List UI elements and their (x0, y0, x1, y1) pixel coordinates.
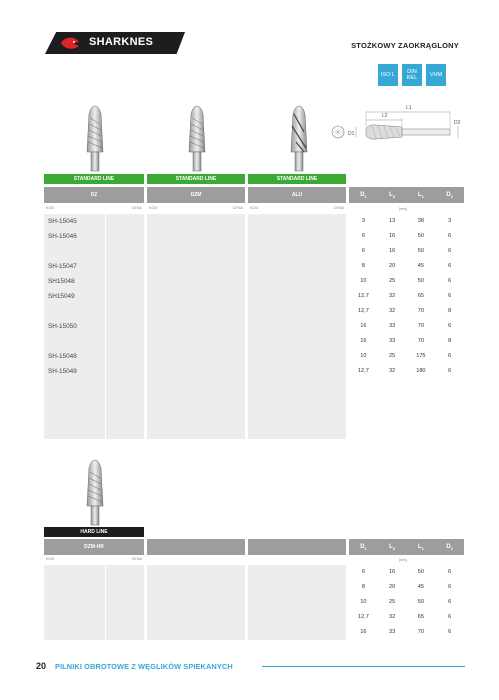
product-code-cell: SH-15048 (44, 349, 106, 364)
dim-d1-value: 6 (361, 233, 365, 239)
empty-cell (147, 274, 245, 289)
table-row (248, 580, 346, 595)
dimensions-table (349, 214, 464, 379)
cena-label: CENA (333, 206, 344, 210)
empty-cell (248, 319, 346, 334)
dim-l1-header: $L_1$ (417, 544, 424, 552)
product-code-cell (44, 334, 106, 349)
dim-d1-header: $D_1$ (360, 192, 367, 200)
dim-l2-value: 25 (389, 353, 396, 359)
unit-label: [mm] (399, 558, 407, 562)
table-row (44, 580, 144, 595)
price-cell (106, 214, 144, 229)
price-cell (106, 259, 144, 274)
dim-l1-value: 50 (417, 569, 424, 575)
code-table-empty-1 (147, 565, 245, 640)
dimension-row (349, 244, 464, 259)
kod-label: KOD (149, 206, 158, 210)
table-row (248, 394, 346, 409)
table-row (44, 595, 144, 610)
empty-cell (248, 274, 346, 289)
dim-l1-value: 175 (416, 353, 426, 359)
product-code-cell (44, 610, 106, 625)
empty-cell (248, 364, 346, 379)
table-row (248, 610, 346, 625)
empty-cell (147, 229, 245, 244)
table-row (147, 304, 245, 319)
label-l2: L2 (382, 113, 388, 119)
price-cell (106, 364, 144, 379)
table-row (44, 334, 144, 349)
code-table-dzm (147, 214, 245, 439)
empty-cell (248, 334, 346, 349)
cena-label: CENA (131, 557, 142, 561)
subheader-dzm (147, 205, 245, 213)
price-cell (106, 379, 144, 394)
tool-schematic (330, 96, 470, 158)
price-cell (106, 394, 144, 409)
type-header-empty-2 (248, 539, 346, 555)
product-code-cell (44, 379, 106, 394)
empty-cell (248, 610, 346, 625)
table-row (248, 364, 346, 379)
empty-cell (147, 349, 245, 364)
empty-cell (248, 424, 346, 439)
table-row (147, 334, 245, 349)
line-label-dzm: STANDARD LINE (147, 174, 245, 184)
empty-cell (248, 580, 346, 595)
code-table-empty-2 (248, 565, 346, 640)
dimension-row (349, 304, 464, 319)
line-label-hard: HARD LINE (44, 527, 144, 537)
table-row (248, 274, 346, 289)
price-cell (106, 610, 144, 625)
table-row (44, 259, 144, 274)
table-row (147, 244, 245, 259)
empty-cell (248, 379, 346, 394)
dim-l2-value: 33 (389, 338, 396, 344)
dim-l1-value: 70 (417, 323, 424, 329)
dim-d1-value: 12,7 (357, 614, 369, 620)
empty-cell (147, 319, 245, 334)
price-cell (106, 409, 144, 424)
dim-l1-value: 70 (417, 629, 424, 635)
dim-l1-value: 45 (417, 584, 424, 590)
product-code-cell: SH15049 (44, 289, 106, 304)
table-row (248, 595, 346, 610)
empty-cell (147, 289, 245, 304)
product-code-cell (44, 244, 106, 259)
badge-din: DIN KEL (402, 64, 422, 86)
dimension-row (349, 259, 464, 274)
table-row (248, 319, 346, 334)
dim-l2-header: $L_2$ (389, 544, 396, 552)
tool-image-dz (80, 104, 110, 172)
price-cell (106, 595, 144, 610)
dim-d2-value: 6 (448, 278, 452, 284)
dimensions-table-hard (349, 565, 464, 640)
dim-d2-value: 6 (448, 629, 452, 635)
dim-l1-value: 50 (417, 278, 424, 284)
dim-d2-value: 6 (448, 599, 452, 605)
table-row (44, 409, 144, 424)
dim-d2-value: 6 (448, 614, 452, 620)
dim-d1-value: 16 (360, 323, 367, 329)
dim-l1-value: 50 (417, 233, 424, 239)
table-row (44, 565, 144, 580)
price-cell (106, 625, 144, 640)
empty-cell (147, 424, 245, 439)
empty-cell (147, 214, 245, 229)
table-row (147, 394, 245, 409)
dim-d2-value: 3 (448, 218, 452, 224)
table-row (248, 259, 346, 274)
dim-l1-value: 50 (417, 599, 424, 605)
dim-d1-value: 3 (361, 218, 365, 224)
dim-l1-header: $L_1$ (417, 192, 424, 200)
price-cell (106, 565, 144, 580)
dim-d1-value: 16 (360, 629, 367, 635)
dim-l2-value: 16 (389, 233, 396, 239)
table-row (44, 625, 144, 640)
dim-l2-value: 20 (389, 263, 396, 269)
dim-d1-value: 10 (360, 599, 367, 605)
price-cell (106, 424, 144, 439)
empty-cell (147, 565, 245, 580)
tool-image-alu (284, 104, 314, 172)
label-d1: D1 (348, 131, 355, 137)
kod-label: KOD (250, 206, 259, 210)
dimensions-header (349, 187, 464, 203)
empty-cell (248, 565, 346, 580)
price-cell (106, 304, 144, 319)
dim-l2-value: 33 (389, 629, 396, 635)
empty-cell (248, 625, 346, 640)
table-row (44, 289, 144, 304)
dim-d1-value: 12,7 (357, 293, 369, 299)
product-code-cell: SH-15045 (44, 214, 106, 229)
table-row (147, 274, 245, 289)
table-row (248, 244, 346, 259)
dim-d2-value: 6 (448, 584, 452, 590)
price-cell (106, 319, 144, 334)
dim-l2-value: 25 (389, 599, 396, 605)
kod-label: KOD (46, 206, 55, 210)
table-row (248, 379, 346, 394)
dim-l1-value: 65 (417, 293, 424, 299)
subheader-dz (44, 205, 144, 213)
table-row (147, 610, 245, 625)
empty-cell (147, 625, 245, 640)
table-row (248, 214, 346, 229)
table-row (147, 625, 245, 640)
dim-d2-value: 6 (448, 368, 452, 374)
empty-cell (248, 304, 346, 319)
dim-d2-value: 6 (448, 233, 452, 239)
dimension-row (349, 349, 464, 364)
empty-cell (147, 334, 245, 349)
table-row (44, 394, 144, 409)
product-code-cell: SH-15047 (44, 259, 106, 274)
dim-d2-value: 8 (448, 338, 452, 344)
empty-cell (248, 409, 346, 424)
table-row (44, 319, 144, 334)
footer-rule (262, 666, 465, 667)
line-label-dz: STANDARD LINE (44, 174, 144, 184)
table-row (147, 319, 245, 334)
table-row (44, 304, 144, 319)
empty-cell (248, 229, 346, 244)
dimension-row (349, 214, 464, 229)
dimension-row (349, 580, 464, 595)
dimension-row (349, 319, 464, 334)
footer-title: PILNIKI OBROTOWE Z WĘGLIKÓW SPIEKANYCH (55, 662, 233, 671)
tool-image-dzm-hr (80, 458, 110, 526)
subheader-alu (248, 205, 346, 213)
table-row (44, 244, 144, 259)
dim-l1-value: 180 (416, 368, 426, 374)
product-code-cell: SH-15050 (44, 319, 106, 334)
dim-d2-header: $D_2$ (446, 192, 453, 200)
dim-l1-value: 38 (417, 218, 424, 224)
type-header-empty-1 (147, 539, 245, 555)
dim-l2-value: 32 (389, 614, 396, 620)
badge-vhm: VHM (426, 64, 446, 86)
dim-l1-value: 70 (417, 338, 424, 344)
empty-cell (147, 610, 245, 625)
table-row (248, 334, 346, 349)
dim-d1-value: 8 (361, 263, 365, 269)
shark-icon (59, 34, 81, 52)
table-row (147, 364, 245, 379)
page-number: 20 (36, 661, 47, 671)
product-code-cell: SH15048 (44, 274, 106, 289)
dim-d2-value: 6 (448, 293, 452, 299)
dim-d2-value: 8 (448, 308, 452, 314)
code-table-dz (44, 214, 144, 439)
table-row (248, 409, 346, 424)
table-row (44, 379, 144, 394)
dim-d2-value: 6 (448, 323, 452, 329)
dim-d2-value: 6 (448, 353, 452, 359)
price-cell (106, 289, 144, 304)
dim-l2-value: 32 (389, 368, 396, 374)
table-row (147, 595, 245, 610)
empty-cell (248, 394, 346, 409)
price-cell (106, 244, 144, 259)
dim-l2-value: 32 (389, 308, 396, 314)
dim-d1-header: $D_1$ (360, 544, 367, 552)
table-row (147, 409, 245, 424)
dim-d1-value: 10 (360, 278, 367, 284)
dimension-row (349, 334, 464, 349)
table-row (248, 625, 346, 640)
product-code-cell: SH-15046 (44, 229, 106, 244)
table-row (44, 364, 144, 379)
dim-l2-value: 16 (389, 569, 396, 575)
dim-l1-value: 70 (417, 308, 424, 314)
table-row (147, 214, 245, 229)
price-cell (106, 580, 144, 595)
empty-cell (147, 259, 245, 274)
dim-d1-value: 10 (360, 353, 367, 359)
table-row (44, 274, 144, 289)
label-l1: L1 (406, 105, 412, 111)
empty-cell (248, 244, 346, 259)
dim-d2-value: 6 (448, 569, 452, 575)
product-code-cell (44, 424, 106, 439)
table-row (147, 259, 245, 274)
table-row (44, 349, 144, 364)
dimension-row (349, 625, 464, 640)
table-row (147, 565, 245, 580)
empty-cell (147, 409, 245, 424)
table-row (44, 229, 144, 244)
product-code-cell (44, 409, 106, 424)
line-label-alu: STANDARD LINE (248, 174, 346, 184)
dim-l1-value: 45 (417, 263, 424, 269)
type-header-dzm: DZM (147, 187, 245, 203)
product-code-cell (44, 565, 106, 580)
product-code-cell (44, 394, 106, 409)
table-row (147, 424, 245, 439)
dimension-row (349, 289, 464, 304)
dimension-row (349, 610, 464, 625)
cena-label: CENA (232, 206, 243, 210)
type-header-dz: DZ (44, 187, 144, 203)
table-row (248, 424, 346, 439)
badge-iso: ISO L (378, 64, 398, 86)
brand-name: SHARKNES (89, 36, 154, 48)
dim-l2-header: $L_2$ (389, 192, 396, 200)
dimension-row (349, 595, 464, 610)
dim-d1-value: 6 (361, 248, 365, 254)
empty-cell (147, 244, 245, 259)
product-code-cell (44, 595, 106, 610)
dim-l2-value: 33 (389, 323, 396, 329)
dimension-row (349, 274, 464, 289)
table-row (147, 289, 245, 304)
type-header-dzm-hr: DZM-HR (44, 539, 144, 555)
product-code-cell: SH-15049 (44, 364, 106, 379)
empty-cell (147, 394, 245, 409)
dim-d1-value: 12,7 (357, 368, 369, 374)
table-row (147, 349, 245, 364)
dim-l2-value: 13 (389, 218, 396, 224)
dim-l2-value: 20 (389, 584, 396, 590)
table-row (44, 214, 144, 229)
product-code-cell (44, 580, 106, 595)
dimensions-header-hard (349, 539, 464, 555)
standard-badges (378, 64, 446, 86)
kod-label: KOD (46, 557, 55, 561)
cena-label: CENA (131, 206, 142, 210)
empty-cell (147, 595, 245, 610)
table-row (147, 580, 245, 595)
empty-cell (147, 379, 245, 394)
dim-d1-value: 16 (360, 338, 367, 344)
empty-cell (248, 349, 346, 364)
dimension-row (349, 364, 464, 379)
empty-cell (248, 289, 346, 304)
code-table-hard (44, 565, 144, 640)
table-row (248, 289, 346, 304)
subheader-hard (44, 556, 144, 564)
empty-cell (147, 580, 245, 595)
dim-l2-value: 32 (389, 293, 396, 299)
dimension-row (349, 565, 464, 580)
price-cell (106, 349, 144, 364)
code-table-alu (248, 214, 346, 439)
table-row (248, 229, 346, 244)
dim-d1-value: 12,7 (357, 308, 369, 314)
table-row (248, 565, 346, 580)
empty-cell (248, 595, 346, 610)
product-code-cell (44, 625, 106, 640)
dim-l2-value: 25 (389, 278, 396, 284)
label-d2: D2 (454, 120, 461, 126)
dim-d2-value: 6 (448, 248, 452, 254)
unit-label: [mm] (399, 207, 407, 211)
price-cell (106, 229, 144, 244)
product-code-cell (44, 304, 106, 319)
dim-l1-value: 65 (417, 614, 424, 620)
table-row (248, 304, 346, 319)
table-row (147, 379, 245, 394)
brand-logo (45, 32, 185, 54)
dimension-row (349, 229, 464, 244)
dim-d2-header: $D_2$ (446, 544, 453, 552)
tool-image-dzm (182, 104, 212, 172)
table-row (147, 229, 245, 244)
type-header-alu: ALU (248, 187, 346, 203)
dim-d1-value: 6 (361, 569, 365, 575)
dim-l2-value: 16 (389, 248, 396, 254)
empty-cell (248, 214, 346, 229)
dim-l1-value: 50 (417, 248, 424, 254)
dim-d2-value: 6 (448, 263, 452, 269)
empty-cell (248, 259, 346, 274)
table-row (248, 349, 346, 364)
price-cell (106, 274, 144, 289)
dim-d1-value: 8 (361, 584, 365, 590)
table-row (44, 610, 144, 625)
table-row (44, 424, 144, 439)
empty-cell (147, 304, 245, 319)
page-title: STOŻKOWY ZAOKRĄGLONY (351, 41, 459, 50)
price-cell (106, 334, 144, 349)
empty-cell (147, 364, 245, 379)
